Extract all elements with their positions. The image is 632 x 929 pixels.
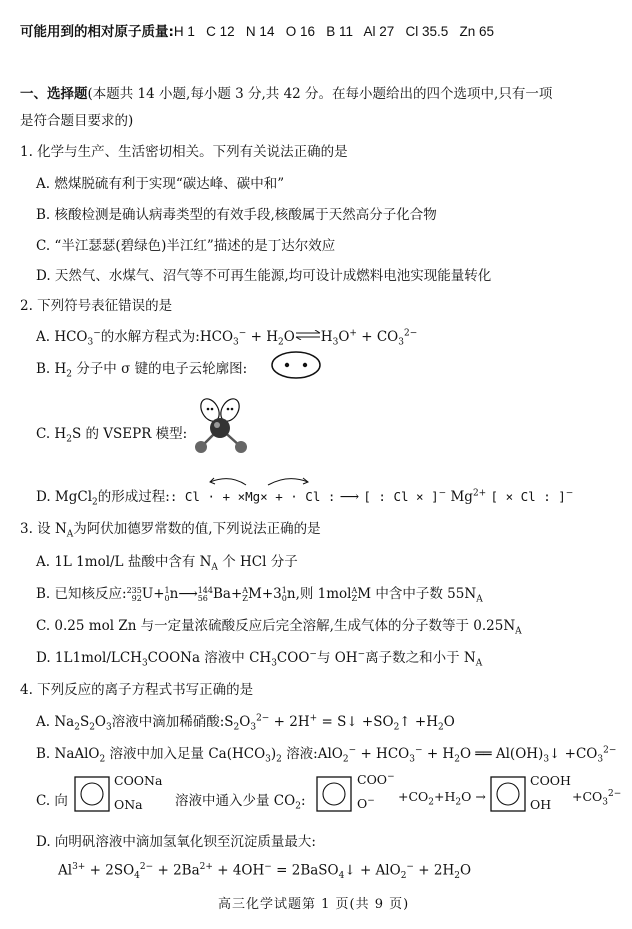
q3-option-c: C. 0.25 mol Zn 与一定量浓硫酸反应后完全溶解,生成气体的分子数等于 $0.25N_A$ [36, 618, 522, 637]
electron-transfer-arrows-icon [196, 474, 326, 488]
section-title: 一、选择题 [20, 86, 88, 102]
q4-c-end: $+CO_3^{2-}$ [572, 789, 622, 808]
q1-option-a: A. 燃煤脱硫有利于实现“碳达峰、碳中和” [36, 176, 285, 192]
q3-option-b: B. 已知核反应:235 92U+1 0n⟶144 56 Ba+A ZM+31 0n,则 1molA ZM 中含中子数 $55N_A$ [36, 585, 483, 605]
q4-c-group-oh: OH [530, 797, 552, 812]
q2-option-d: D. MgCl$_2$的形成过程:: Cl · + ×Mg× + · Cl : ⟶ [ : Cl × ]− $Mg^{2+}$ [ × Cl : ]− [36, 488, 574, 508]
q2-option-c: C. $H_2S$ 的 VSEPR 模型: [36, 426, 188, 445]
section-header [20, 82, 552, 102]
q4-option-c-label: C. 向 [36, 793, 68, 809]
q4-option-b: B. NaAlO$_2$ 溶液中加入足量 $Ca(HCO_3)_2$ 溶液:AlO$_2$− + $HCO_3^- + H_2O$ ══ $Al(OH)_3↓ +CO_3^{2-}$ [36, 745, 617, 765]
q4-option-d-equation: $Al^{3+} + 2SO_4^{2-} + 2Ba^{2+} + 4OH^-$ = 2BaSO$_4$↓ + $AlO_2^- + 2H_2O$ [58, 862, 472, 882]
sigma-bond-orbital-icon [270, 350, 322, 380]
q4-c-group-ona: ONa [114, 797, 143, 812]
equals-double-line-icon: ══ [471, 746, 496, 762]
benzene-ring-icon [314, 774, 356, 814]
equilibrium-arrow-icon [295, 328, 321, 344]
q4-option-a: A. $Na_2S_2O_3$溶液中滴加稀硝酸$:S_2O_3^{2-} + 2H^+$ = S↓ $+SO_2↑ +H_2O$ [36, 713, 455, 733]
benzene-ring-icon [72, 774, 114, 814]
q4-c-group-coo: COO− [357, 772, 395, 788]
arrow-icon: ⟶ [335, 489, 364, 505]
arrow-icon: ⟶ [178, 586, 198, 602]
section-intro-line1: (本题共 14 小题,每小题 3 分,共 42 分。在每小题给出的四个选项中,只有一项 [87, 86, 553, 102]
q1-option-c: C. “半江瑟瑟(碧绿色)半江红”描述的是丁达尔效应 [36, 238, 336, 254]
q4-c-plus: $+CO_2+H_2O$ → [398, 789, 486, 808]
page-footer: 高三化学试题第 1 页(共 9 页) [218, 897, 410, 912]
q4-stem: 4. 下列反应的离子方程式书写正确的是 [20, 682, 254, 698]
q4-c-group-cooh: COOH [530, 773, 571, 788]
q2-option-a: A. $HCO_3^-$的水解方程式为$:HCO_3^- + H_2O$ $H_3O^+ + CO_3^{2-}$ [36, 328, 418, 348]
q4-option-d: D. 向明矾溶液中滴加氢氧化钡至沉淀质量最大: [36, 834, 316, 850]
atomic-masses-line [20, 20, 494, 40]
q1-option-b: B. 核酸检测是确认病毒类型的有效手段,核酸属于天然高分子化合物 [36, 207, 437, 223]
q4-c-group-coona: COONa [114, 773, 163, 788]
q1-stem: 1. 化学与生产、生活密切相关。下列有关说法正确的是 [20, 144, 348, 160]
q1-option-d: D. 天然气、水煤气、沼气等不可再生能源,均可设计成燃料电池实现能量转化 [36, 268, 492, 284]
atomic-masses-values: H 1 C 12 N 14 O 16 B 11 Al 27 Cl 35.5 Zn 65 [173, 24, 495, 39]
q2-stem: 2. 下列符号表征错误的是 [20, 298, 173, 314]
benzene-ring-icon [488, 774, 530, 814]
vsepr-tetrahedral-model-icon [190, 396, 260, 458]
q4-c-mid: 溶液中通入少量 $CO_2$: [175, 793, 306, 812]
q3-option-d: D. $1L1mol/LCH_3COONa$ 溶液中 $CH_3COO^-$与 OH−离子数之和小于 $N_A$ [36, 649, 483, 669]
q4-c-group-o: O− [357, 796, 375, 812]
section-intro-line2: 是符合题目要求的) [20, 113, 134, 129]
atomic-masses-label: 可能用到的相对原子质量: [20, 24, 174, 40]
q3-stem: 3. 设 $N_A$为阿伏加德罗常数的值,下列说法正确的是 [20, 521, 321, 540]
q2-option-b: B. $H_2$ 分子中 σ 键的电子云轮廓图: [36, 361, 248, 380]
q3-option-a: A. 1L 1mol/L 盐酸中含有 $N_A$ 个 HCl 分子 [36, 554, 298, 573]
